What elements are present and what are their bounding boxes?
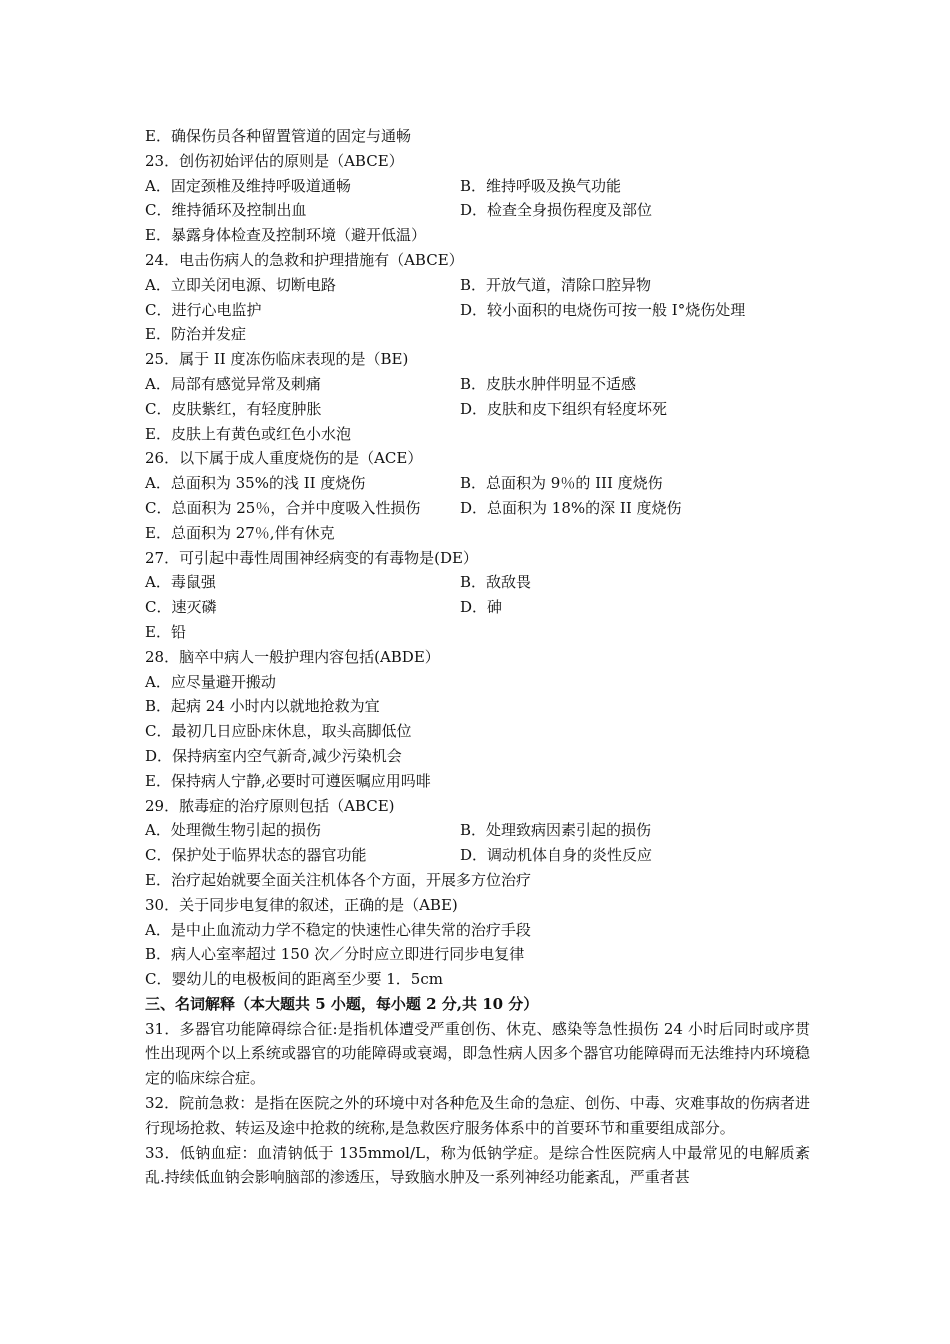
- q29-option-d: D．调动机体自身的炎性反应: [460, 846, 653, 865]
- q28-option-e: E．保持病人宁静,必要时可遵医嘱应用吗啡: [145, 771, 431, 790]
- definition-32: 32．院前急救：是指在医院之外的环境中对各种危及生命的急症、创伤、中毒、灾难事故的伤病者进行现场抢救、转运及途中抢救的统称,是急救医疗服务体系中的首要环节和重要组成部分。: [145, 1094, 810, 1137]
- document-page: [145, 124, 810, 1190]
- q27-options-cd: [145, 595, 810, 620]
- q24-options-cd: [145, 298, 810, 323]
- q25-option-a: A．局部有感觉异常及刺痛: [145, 374, 321, 393]
- q23-option-c: C．维持循环及控制出血: [145, 201, 307, 220]
- q29-option-a: A．处理微生物引起的损伤: [145, 821, 321, 840]
- q28-option-c: C．最初几日应卧床休息，取头高脚低位: [145, 722, 412, 741]
- q30-option-a: A．是中止血流动力学不稳定的快速性心律失常的治疗手段: [145, 920, 531, 939]
- q26-option-b: B．总面积为 9％的 III 度烧伤: [460, 474, 663, 493]
- q23-option-b: B．维持呼吸及换气功能: [460, 176, 622, 195]
- q24-option-d: D．较小面积的电烧伤可按一般 I°烧伤处理: [460, 300, 746, 319]
- q24-option-e: E．防治并发症: [145, 325, 246, 344]
- q25-option-d: D．皮肤和皮下组织有轻度坏死: [460, 399, 668, 418]
- q23-options-cd: [145, 198, 810, 223]
- q29-option-b: B．处理致病因素引起的损伤: [460, 821, 652, 840]
- q25-options-cd: [145, 397, 810, 422]
- q23-option-d: D．检查全身损伤程度及部位: [460, 201, 653, 220]
- q26-stem: 26．以下属于成人重度烧伤的是（ACE）: [145, 449, 423, 468]
- q29-options-cd: [145, 843, 810, 868]
- q25-option-c: C．皮肤紫红，有轻度肿胀: [145, 399, 322, 418]
- q27-option-b: B．敌敌畏: [460, 573, 532, 592]
- q23-options-ab: [145, 174, 810, 199]
- q26-options-ab: [145, 471, 810, 496]
- definition-31: 31．多器官功能障碍综合征:是指机体遭受严重创伤、休克、感染等急性损伤 24 小时后同时或序贯性出现两个以上系统或器官的功能障碍或衰竭，即急性病人因多个器官功能障碍而无法维持内环境稳定的临床综合症。: [145, 1019, 810, 1088]
- q27-options-ab: [145, 570, 810, 595]
- q29-option-e: E．治疗起始就要全面关注机体各个方面，开展多方位治疗: [145, 870, 531, 889]
- definition-33: 33．低钠血症：血清钠低于 135mmol/L，称为低钠学症。是综合性医院病人中最常见的电解质紊乱.持续低血钠会影响脑部的渗透压，导致脑水肿及一系列神经功能紊乱，严重者甚: [145, 1143, 810, 1187]
- q25-option-e: E．皮肤上有黄色或红色小水泡: [145, 424, 351, 443]
- q27-option-a: A．毒鼠强: [145, 573, 216, 592]
- q25-options-ab: [145, 372, 810, 397]
- q29-options-ab: [145, 818, 810, 843]
- q27-stem: 27．可引起中毒性周围神经病变的有毒物是(DE）: [145, 548, 478, 567]
- q28-option-d: D．保持病室内空气新奇,减少污染机会: [145, 746, 402, 765]
- q23-option-e: E．暴露身体检查及控制环境（避开低温）: [145, 226, 426, 245]
- q24-stem: 24．电击伤病人的急救和护理措施有（ABCE）: [145, 250, 464, 269]
- q26-option-d: D．总面积为 18%的深 II 度烧伤: [460, 498, 682, 517]
- q26-option-c: C．总面积为 25％，合并中度吸入性损伤: [145, 498, 421, 517]
- q24-options-ab: [145, 273, 810, 298]
- q26-option-a: A．总面积为 35%的浅 II 度烧伤: [145, 474, 366, 493]
- q24-option-c: C．进行心电监护: [145, 300, 262, 319]
- q23-stem: 23．创伤初始评估的原则是（ABCE）: [145, 151, 404, 170]
- q28-option-a: A．应尽量避开搬动: [145, 672, 276, 691]
- q28-stem: 28．脑卒中病人一般护理内容包括(ABDE）: [145, 647, 440, 666]
- q25-option-b: B．皮肤水肿伴明显不适感: [460, 374, 637, 393]
- q22-option-e: E．确保伤员各种留置管道的固定与通畅: [145, 127, 411, 145]
- q26-options-cd: [145, 496, 810, 521]
- q24-option-a: A．立即关闭电源、切断电路: [145, 275, 336, 294]
- q30-stem: 30．关于同步电复律的叙述，正确的是（ABE): [145, 895, 458, 914]
- q29-stem: 29．脓毒症的治疗原则包括（ABCE): [145, 796, 395, 815]
- section-heading: 三、名词解释（本大题共 5 小题，每小题 2 分,共 10 分）: [145, 994, 539, 1013]
- q23-option-a: A．固定颈椎及维持呼吸道通畅: [145, 176, 351, 195]
- q27-option-e: E．铅: [145, 622, 186, 641]
- q24-option-b: B．开放气道，清除口腔异物: [460, 275, 652, 294]
- q29-option-c: C．保护处于临界状态的器官功能: [145, 846, 367, 865]
- q25-stem: 25．属于 II 度冻伤临床表现的是（BE): [145, 350, 409, 369]
- q26-option-e: E．总面积为 27％,伴有休克: [145, 523, 335, 542]
- q27-option-d: D．砷: [460, 598, 503, 617]
- q27-option-c: C．速灭磷: [145, 598, 217, 617]
- q30-option-b: B．病人心室率超过 150 次／分时应立即进行同步电复律: [145, 945, 525, 964]
- q28-option-b: B．起病 24 小时内以就地抢救为宜: [145, 697, 380, 716]
- q30-option-c: C．婴幼儿的电极板间的距离至少要 1．5cm: [145, 970, 443, 989]
